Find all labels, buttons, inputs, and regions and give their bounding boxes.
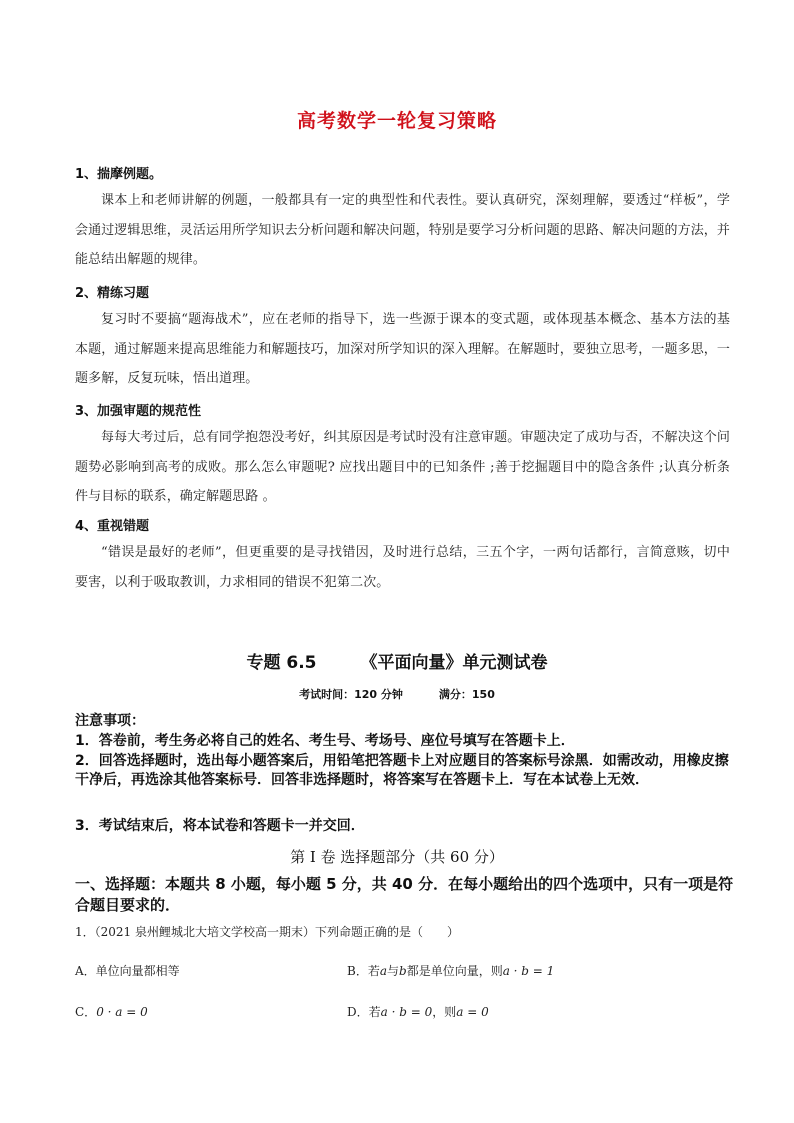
option-d-label: D．若 bbox=[347, 1005, 381, 1019]
choice-section-heading: 一、选择题：本题共 8 小题，每小题 5 分，共 40 分．在每小题给出的四个选项中，只有一项是符合题目要求的． bbox=[75, 875, 734, 914]
document-title: 高考数学一轮复习策略 bbox=[296, 110, 497, 132]
section-heading-2: 2、精练习题 bbox=[75, 286, 150, 301]
option-d-expression-2: a = 0 bbox=[456, 1005, 489, 1019]
section-body-2: 复习时不要搞“题海战术”，应在老师的指导下，选一些源于课本的变式题，或体现基本概念、基本方法的基本题，通过解题来提高思维能力和解题技巧，加深对所学知识的深入理解。在解题时，要独立思考，一题多思，一题多解，反复玩味，悟出道理。 bbox=[75, 312, 731, 386]
exam-time: 考试时间：120 分钟 bbox=[299, 688, 403, 701]
section-body-1: 课本上和老师讲解的例题，一般都具有一定的典型性和代表性。要认真研究，深刻理解，要透过“样板”，学会通过逻辑思维，灵活运用所学知识去分析问题和解决问题，特别是要学习分析问题的思路、解决问题的方法，并能总结出解题的规律。 bbox=[75, 193, 731, 267]
section-heading-1: 1、揣摩例题。 bbox=[75, 167, 163, 182]
option-c-label: C． bbox=[75, 1005, 97, 1019]
option-b-tail: 都是单位向量，则 bbox=[406, 964, 503, 978]
section-body-3: 每每大考过后，总有同学抱怨没考好，纠其原因是考试时没有注意审题。审题决定了成功与否，不解决这个问题势必影响到高考的成败。那么怎么审题呢? 应找出题目中的已知条件 ;善于挖掘题目中的隐含条件 ;认真分析条件与目标的联系，确定解题思路 。 bbox=[75, 430, 730, 504]
section-heading-4: 4、重视错题 bbox=[75, 519, 150, 534]
notice-item-2: 2．回答选择题时，选出每小题答案后，用铅笔把答题卡上对应题目的答案标号涂黑．如需改动，用橡皮擦干净后，再选涂其他答案标号．回答非选择题时，将答案写在答题卡上．写在本试卷上无效． bbox=[75, 753, 729, 788]
option-b-mid: 与 bbox=[386, 964, 399, 978]
option-b-expression: a · b = 1 bbox=[502, 964, 555, 978]
exam-title bbox=[0, 648, 794, 673]
part-title: 第 I 卷 选择题部分（共 60 分） bbox=[290, 848, 504, 866]
exam-score: 满分：150 bbox=[438, 688, 495, 701]
option-c bbox=[75, 1003, 148, 1020]
option-a: A．单位向量都相等 bbox=[75, 964, 180, 978]
exam-number: 专题 6.5 bbox=[246, 653, 317, 673]
option-d-mid: ，则 bbox=[432, 1005, 457, 1019]
option-d-expression-1: a · b = 0 bbox=[380, 1005, 433, 1019]
vector-b-symbol: b bbox=[399, 964, 407, 978]
notice-item-3: 3．考试结束后，将本试卷和答题卡一并交回． bbox=[75, 818, 365, 834]
exam-name: 《平面向量》单元测试卷 bbox=[360, 653, 548, 673]
notice-item-1: 1．答卷前，考生务必将自己的姓名、考生号、考场号、座位号填写在答题卡上． bbox=[75, 733, 575, 749]
notice-heading: 注意事项： bbox=[75, 713, 145, 729]
option-b-label: B．若 bbox=[347, 964, 380, 978]
option-c-expression: 0 · a = 0 bbox=[96, 1005, 148, 1019]
vector-a-symbol: a bbox=[379, 964, 387, 978]
option-b bbox=[347, 962, 554, 979]
question-1-stem: 1．（2021 泉州鲤城北大培文学校高一期末）下列命题正确的是（ ） bbox=[75, 925, 459, 939]
section-body-4: “错误是最好的老师”，但更重要的是寻找错因，及时进行总结，三五个字，一两句话都行，言简意赅，切中要害，以利于吸取教训，力求相同的错误不犯第二次。 bbox=[75, 545, 730, 590]
section-heading-3: 3、加强审题的规范性 bbox=[75, 404, 202, 419]
option-d bbox=[347, 1003, 489, 1020]
exam-meta bbox=[0, 686, 794, 702]
